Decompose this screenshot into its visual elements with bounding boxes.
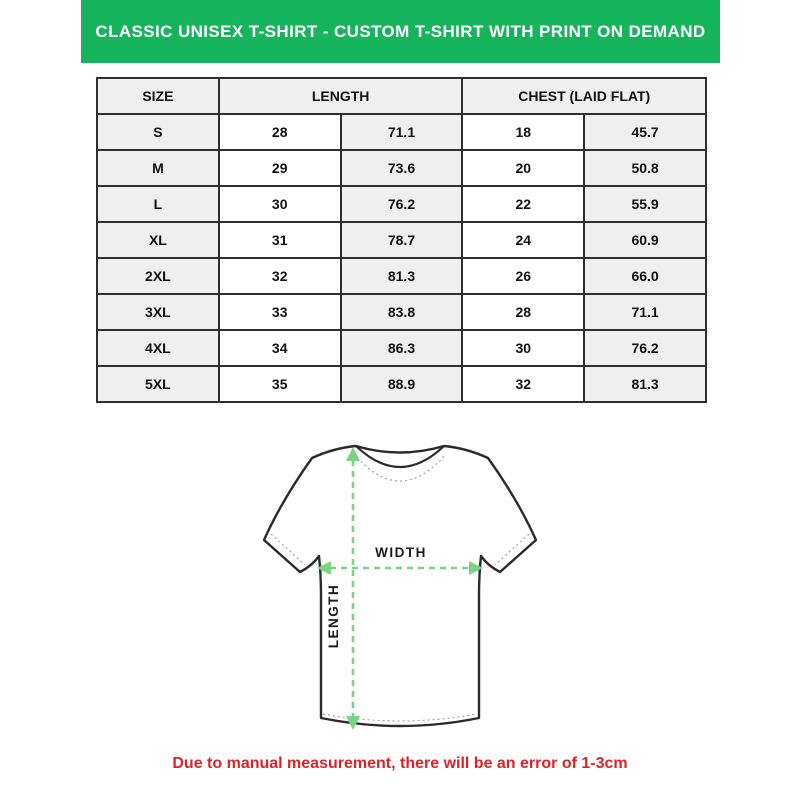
size-cell: 5XL (97, 366, 219, 402)
size-cell: L (97, 186, 219, 222)
table-row (97, 114, 706, 150)
length-in-cell: 35 (219, 366, 341, 402)
size-table (96, 77, 707, 403)
size-cell: M (97, 150, 219, 186)
tshirt-diagram-svg (250, 430, 550, 740)
chest-in-cell: 22 (462, 186, 584, 222)
length-in-cell: 33 (219, 294, 341, 330)
chest-cm-cell: 60.9 (584, 222, 706, 258)
length-cm-cell: 81.3 (341, 258, 463, 294)
chest-cm-cell: 81.3 (584, 366, 706, 402)
chest-in-cell: 32 (462, 366, 584, 402)
chest-cm-cell: 45.7 (584, 114, 706, 150)
length-in-cell: 29 (219, 150, 341, 186)
length-cm-cell: 88.9 (341, 366, 463, 402)
table-row (97, 258, 706, 294)
col-header-size: SIZE (97, 78, 219, 114)
title-banner (81, 0, 720, 63)
length-cm-cell: 76.2 (341, 186, 463, 222)
length-in-cell: 34 (219, 330, 341, 366)
table-row (97, 366, 706, 402)
measurement-disclaimer: Due to manual measurement, there will be an error of 1-3cm (172, 755, 628, 772)
chest-in-cell: 30 (462, 330, 584, 366)
length-in-cell: 32 (219, 258, 341, 294)
chest-cm-cell: 55.9 (584, 186, 706, 222)
width-label: WIDTH (375, 545, 427, 560)
length-label: LENGTH (326, 583, 341, 649)
length-cm-cell: 71.1 (341, 114, 463, 150)
size-cell: XL (97, 222, 219, 258)
table-row (97, 150, 706, 186)
chest-in-cell: 26 (462, 258, 584, 294)
length-in-cell: 31 (219, 222, 341, 258)
chest-cm-cell: 76.2 (584, 330, 706, 366)
size-cell: 3XL (97, 294, 219, 330)
col-header-length: LENGTH (219, 78, 463, 114)
table-row (97, 186, 706, 222)
col-header-chest: CHEST (LAID FLAT) (462, 78, 706, 114)
chest-cm-cell: 66.0 (584, 258, 706, 294)
tshirt-measurement-diagram (250, 430, 550, 740)
length-in-cell: 28 (219, 114, 341, 150)
chest-cm-cell: 71.1 (584, 294, 706, 330)
table-row (97, 222, 706, 258)
tshirt-outline (264, 446, 536, 726)
page-title: CLASSIC UNISEX T-SHIRT - CUSTOM T-SHIRT WITH PRINT ON DEMAND (95, 21, 706, 41)
length-cm-cell: 78.7 (341, 222, 463, 258)
length-in-cell: 30 (219, 186, 341, 222)
chest-cm-cell: 50.8 (584, 150, 706, 186)
length-cm-cell: 83.8 (341, 294, 463, 330)
table-row (97, 294, 706, 330)
length-cm-cell: 86.3 (341, 330, 463, 366)
table-row (97, 330, 706, 366)
chest-in-cell: 20 (462, 150, 584, 186)
table-header-row (97, 78, 706, 114)
size-cell: 2XL (97, 258, 219, 294)
chest-in-cell: 18 (462, 114, 584, 150)
chest-in-cell: 24 (462, 222, 584, 258)
size-cell: 4XL (97, 330, 219, 366)
chest-in-cell: 28 (462, 294, 584, 330)
size-cell: S (97, 114, 219, 150)
length-cm-cell: 73.6 (341, 150, 463, 186)
